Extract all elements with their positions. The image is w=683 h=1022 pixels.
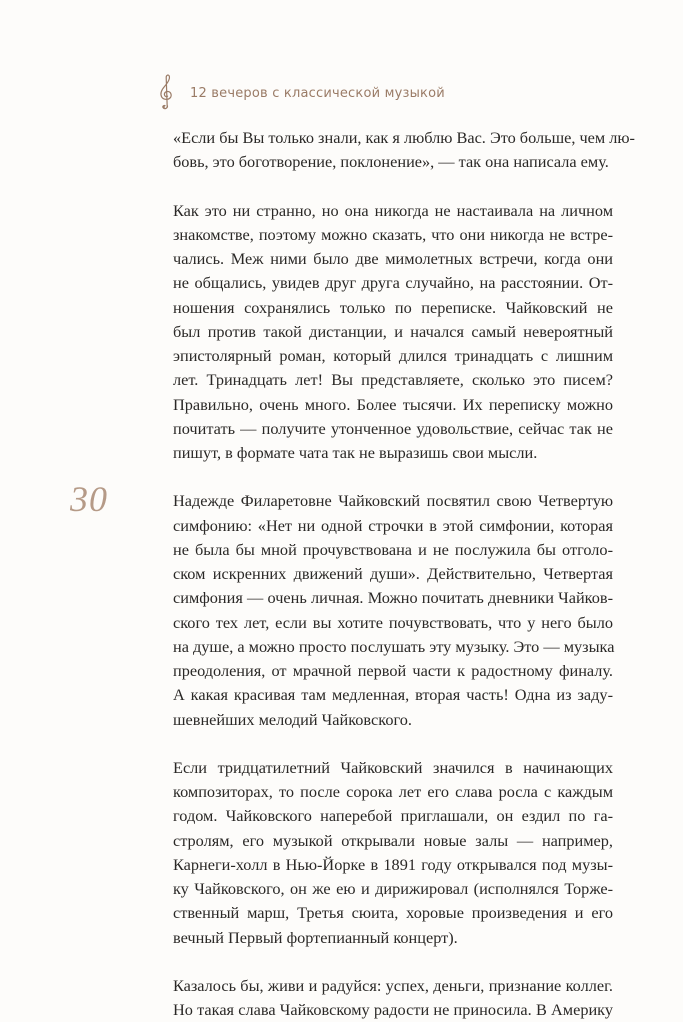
page-number: 30: [70, 479, 108, 519]
text-line: А какая красивая там медленная, вторая часть! Одна из заду-: [173, 685, 613, 705]
text-line: симфония — очень личная. Можно почитать дневники Чайков-: [173, 588, 613, 608]
text-line: симфонию: «Нет ни одной строчки в этой симфонии, которая: [173, 515, 613, 535]
paragraph: [173, 756, 613, 950]
running-header-title: 12 вечеров с классической музыкой: [190, 85, 445, 101]
text-line: «Если бы Вы только знали, как я люблю Вас. Это больше, чем лю-: [173, 128, 635, 147]
paragraph: [173, 126, 635, 175]
paragraph-gap: [173, 465, 613, 489]
text-line: стролям, его музыкой открывали новые залы — например,: [173, 830, 613, 850]
text-line: эпистолярный роман, который длился тринадцать с лишним: [173, 346, 613, 365]
text-line: Как это ни странно, но она никогда не настаивала на личном: [173, 200, 613, 220]
text-line: ственный марш, Третья сюита, хоровые произведения и его: [173, 903, 613, 923]
text-line: Карнеги-холл в Нью-Йорке в 1891 году открывался под музы-: [173, 854, 613, 874]
text-line: Если тридцатилетний Чайковский значился в начинающих: [173, 757, 613, 777]
text-line: ского тех лет, если вы хотите почувствовать, что у него было: [173, 612, 613, 632]
text-line: на душе, а можно просто послушать эту музыку. Это — музыка: [173, 636, 615, 656]
paragraph-gap: [173, 175, 613, 199]
paragraph: [173, 489, 613, 732]
treble-clef-icon: [158, 73, 176, 111]
text-line: Правильно, очень много. Более тысячи. Их переписку можно: [173, 394, 613, 414]
text-line: не общались, увидев друг друга случайно, на расстоянии. От-: [173, 273, 613, 293]
paragraph: [173, 974, 613, 1022]
text-line: шевнейших мелодий Чайковского.: [173, 709, 412, 729]
text-line: бовь, это боготворение, поклонение», — так она написала ему.: [173, 152, 609, 172]
paragraph: [173, 199, 613, 466]
text-line: чались. Меж ними было две мимолетных встречи, когда они: [173, 249, 613, 268]
text-line: пишут, в формате чата так не выразишь свои мысли.: [173, 443, 538, 462]
text-line: ку Чайковского, он же ею и дирижировал (исполнялся Торже-: [173, 879, 613, 898]
text-line: был против такой дистанции, и начался самый невероятный: [173, 321, 613, 341]
text-line: знакомстве, поэтому можно сказать, что они никогда не встре-: [173, 224, 613, 244]
text-line: ношения сохранялись только по переписке. Чайковский не: [173, 297, 613, 317]
text-line: преодоления, от мрачной первой части к радостному финалу.: [173, 661, 613, 680]
text-line: композиторах, то после сорока лет его слава росла с каждым: [173, 782, 613, 801]
paragraph-gap: [173, 950, 613, 974]
text-line: Надежде Филаретовне Чайковский посвятил свою Четвертую: [173, 491, 613, 511]
text-line: почитать — получите утонченное удовольствие, сейчас так не: [173, 418, 613, 438]
text-line: годом. Чайковского наперебой приглашали, он ездил по га-: [173, 806, 613, 826]
body-text: [173, 126, 635, 1022]
text-line: Казалось бы, живи и радуйся: успех, деньги, признание коллег.: [173, 975, 613, 995]
text-line: ском искренних движений души». Действительно, Четвертая: [173, 564, 613, 583]
text-line: вечный Первый фортепианный концерт).: [173, 927, 458, 947]
text-line: не была бы мной прочувствована и не послужила бы отголо-: [173, 539, 613, 559]
text-line: лет. Тринадцать лет! Вы представляете, сколько это писем?: [173, 370, 613, 390]
paragraph-gap: [173, 732, 613, 756]
running-header: [158, 72, 445, 112]
text-line: Но такая слава Чайковскому радости не приносила. В Америку: [173, 1000, 613, 1019]
